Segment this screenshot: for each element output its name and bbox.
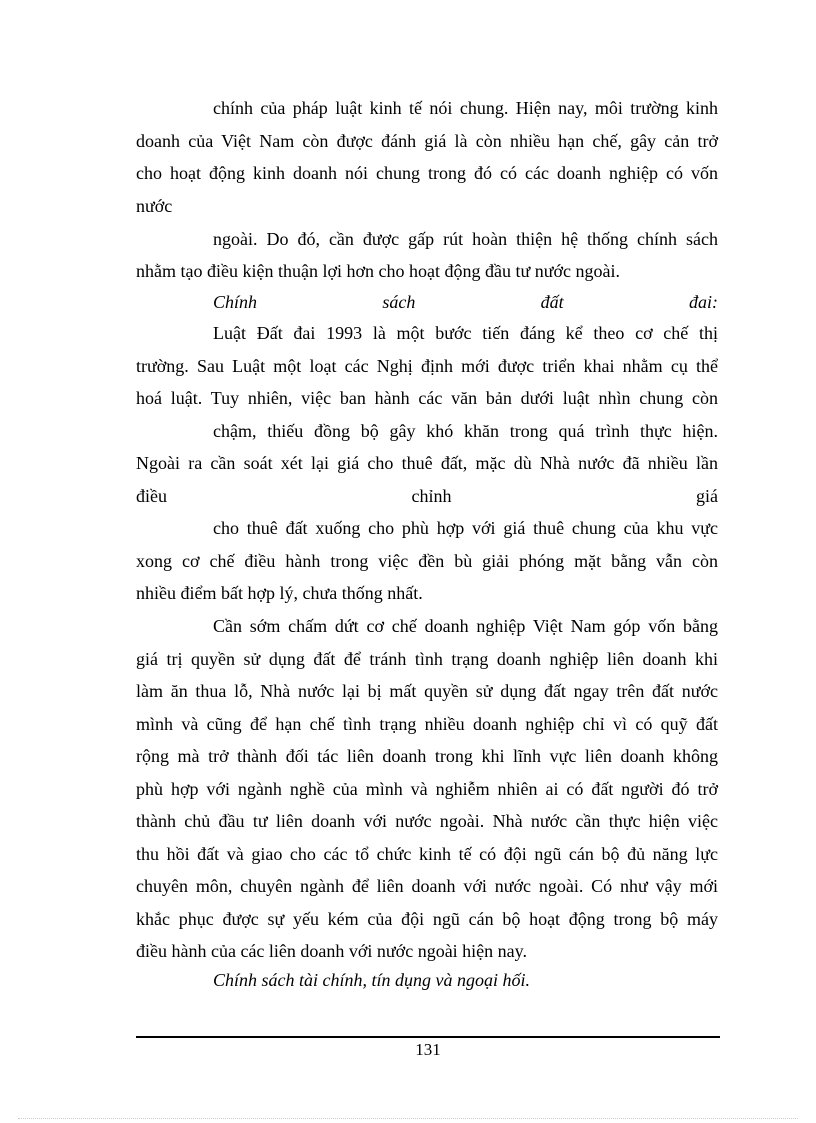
text-line: xong cơ chế điều hành trong việc đền bù giải phóng mặt bằng vẫn còn xyxy=(136,551,718,571)
text-line: nhằm tạo điều kiện thuận lợi hơn cho hoạt động đầu tư nước ngoài. xyxy=(136,261,620,281)
text-line: điều chỉnh giá xyxy=(136,486,718,506)
text-line: cho hoạt động kinh doanh nói chung trong đó có các doanh nghiệp có vốn xyxy=(136,163,718,183)
footer-rule xyxy=(136,1036,720,1038)
text-line: thành chủ đầu tư liên doanh với nước ngoài. Nhà nước cần thực hiện việc xyxy=(136,811,718,831)
text-line: làm ăn thua lỗ, Nhà nước lại bị mất quyền sử dụng đất ngay trên đất nước xyxy=(136,681,718,701)
text-line: giá trị quyền sử dụng đất để tránh tình trạng doanh nghiệp liên doanh khi xyxy=(136,649,718,669)
text-line: Luật Đất đai 1993 là một bước tiến đáng kể theo cơ chế thị xyxy=(213,323,718,343)
page-bottom-border xyxy=(18,1118,798,1119)
section-heading: Chính sách đất đai: xyxy=(213,292,718,312)
text-line: trường. Sau Luật một loạt các Nghị định mới được triển khai nhằm cụ thể xyxy=(136,356,718,376)
text-line: doanh của Việt Nam còn được đánh giá là còn nhiều hạn chế, gây cản trở xyxy=(136,131,718,151)
text-line: nước xyxy=(136,196,173,216)
text-line: chậm, thiếu đồng bộ gây khó khăn trong quá trình thực hiện. xyxy=(213,421,718,441)
text-line: chuyên môn, chuyên ngành để liên doanh với nước ngoài. Có như vậy mới xyxy=(136,876,718,896)
text-line: thu hồi đất và giao cho các tổ chức kinh tế có đội ngũ cán bộ đủ năng lực xyxy=(136,844,718,864)
text-line: rộng mà trở thành đối tác liên doanh trong khi lĩnh vực liên doanh không xyxy=(136,746,718,766)
text-line: khắc phục được sự yếu kém của đội ngũ cán bộ hoạt động trong bộ máy xyxy=(136,909,718,929)
text-line: phù hợp với ngành nghề của mình và nghiễm nhiên ai có đất người đó trở xyxy=(136,779,718,799)
text-line: điều hành của các liên doanh với nước ngoài hiện nay. xyxy=(136,941,527,961)
text-line: hoá luật. Tuy nhiên, việc ban hành các văn bản dưới luật nhìn chung còn xyxy=(136,388,718,408)
text-line: nhiều điểm bất hợp lý, chưa thống nhất. xyxy=(136,583,423,603)
text-line: Ngoài ra cần soát xét lại giá cho thuê đất, mặc dù Nhà nước đã nhiều lần xyxy=(136,453,718,473)
page-number: 131 xyxy=(415,1040,441,1059)
section-heading: Chính sách tài chính, tín dụng và ngoại hối. xyxy=(213,970,530,990)
text-line: chính của pháp luật kinh tế nói chung. Hiện nay, môi trường kinh xyxy=(213,98,718,118)
text-line: mình và cũng để hạn chế tình trạng nhiều doanh nghiệp chỉ vì có quỹ đất xyxy=(136,714,718,734)
text-line: ngoài. Do đó, cần được gấp rút hoàn thiện hệ thống chính sách xyxy=(213,229,718,249)
text-line: Cần sớm chấm dứt cơ chế doanh nghiệp Việt Nam góp vốn bằng xyxy=(213,616,718,636)
text-line: cho thuê đất xuống cho phù hợp với giá thuê chung của khu vực xyxy=(213,518,718,538)
